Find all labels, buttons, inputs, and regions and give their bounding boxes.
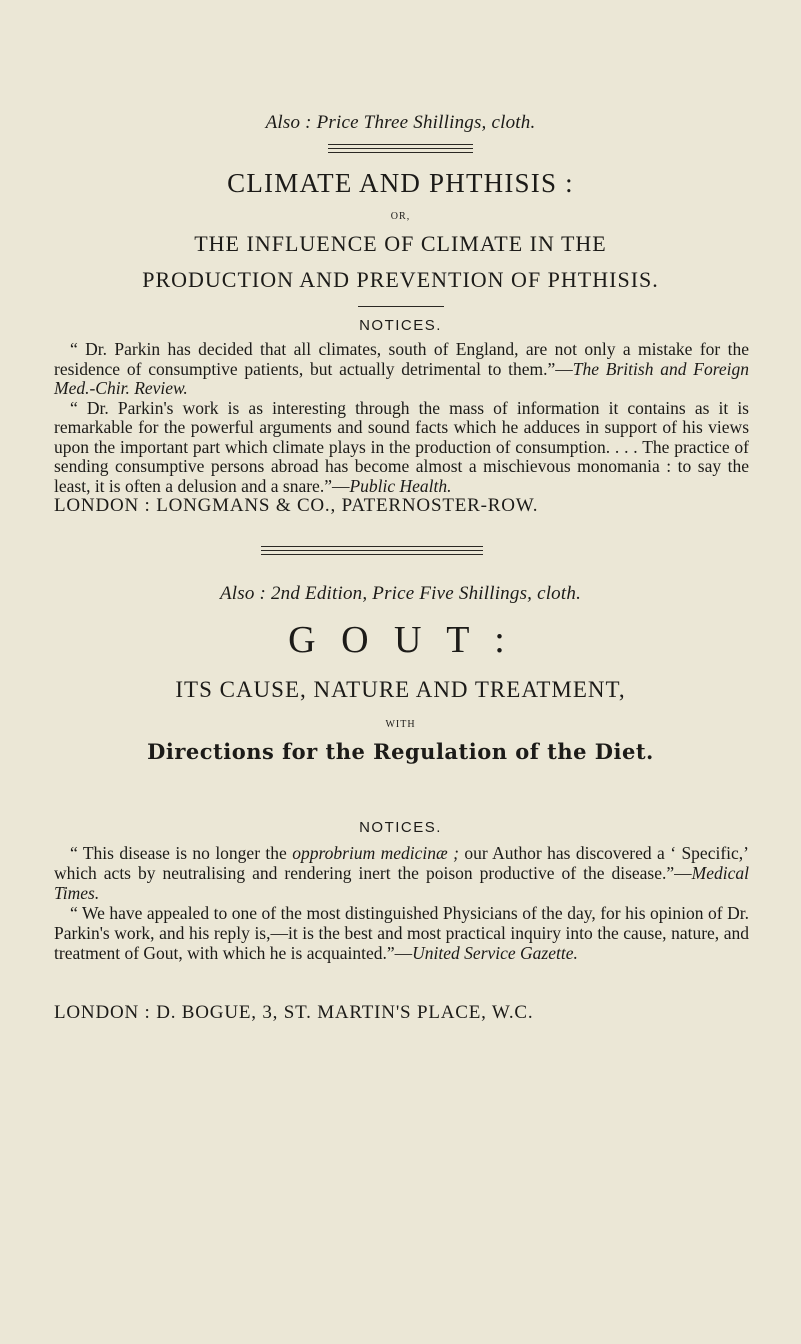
divider: [328, 148, 473, 149]
book2-notice-1-latin: opprobrium medicinæ ;: [292, 843, 459, 863]
divider: [261, 550, 483, 551]
book2-notice-2-source: United Service Gazette.: [412, 943, 578, 963]
book2-directions: Directions for the Regulation of the Diet.: [147, 739, 654, 764]
divider: [358, 306, 444, 307]
book1-notice-1: “ Dr. Parkin has decided that all climates, south of England, are not only a mistake for the residence of consumptive patients, but actually detrimental to them.”—The British and Foreign Med.-Chir. Review.: [54, 339, 749, 398]
book2-notice-1-source: Medical Times.: [54, 863, 749, 903]
book2-notice-2: “ We have appealed to one of the most distinguished Physicians of the day, for his opinion of Dr. Parkin's work, and his reply is,—it is the best and most practical inquiry into the cause, nature, and treatment of Gout, with which he is acquainted.”—United Service Gazette.: [54, 903, 749, 963]
book2-notices-heading: NOTICES.: [359, 819, 442, 836]
book2-publisher: LONDON : D. BOGUE, 3, ST. MARTIN'S PLACE, W.C.: [54, 1002, 534, 1023]
divider: [261, 554, 483, 555]
book1-publisher: LONDON : LONGMANS & CO., PATERNOSTER-ROW.: [54, 495, 539, 516]
divider: [328, 144, 473, 145]
book2-also-line: Also : 2nd Edition, Price Five Shillings, cloth.: [219, 583, 582, 604]
book2-notice-1: “ This disease is no longer the opprobrium medicinæ ; our Author has discovered a ‘ Specific,’ which acts by neutralising and rendering inert the poison productive of the disease.”—Medical Times.: [54, 843, 749, 903]
book2-notices-text: [54, 843, 749, 963]
book2-subtitle: ITS CAUSE, NATURE AND TREATMENT,: [175, 677, 626, 702]
book1-subtitle-line2: PRODUCTION AND PREVENTION OF PHTHISIS.: [142, 267, 659, 292]
book2-title: G O U T :: [288, 619, 513, 661]
book1-notices-text: [54, 340, 749, 496]
divider: [261, 546, 483, 547]
divider: [328, 152, 473, 153]
book1-notice-2: “ Dr. Parkin's work is as interesting through the mass of information it contains as it is remarkable for the powerful arguments and sound facts which he adduces in support of his views upon the important part which climate plays in the production of consumption. . . . The practice of sending consumptive persons abroad has become almost a mischievous monomania : to say the least, it is often a delusion and a snare.”—Public Health.: [54, 397, 749, 496]
book1-notice-2-source: Public Health.: [349, 475, 452, 496]
book1-or: OR,: [390, 211, 411, 222]
book1-subtitle-line1: THE INFLUENCE OF CLIMATE IN THE: [194, 231, 607, 256]
book1-also-line: Also : Price Three Shillings, cloth.: [265, 112, 536, 133]
book1-notices-heading: NOTICES.: [359, 317, 442, 334]
book1-notice-1-source: The British and Foreign Med.-Chir. Review.: [54, 358, 749, 398]
book1-title: CLIMATE AND PHTHISIS :: [227, 168, 574, 198]
book2-with: WITH: [385, 719, 416, 730]
